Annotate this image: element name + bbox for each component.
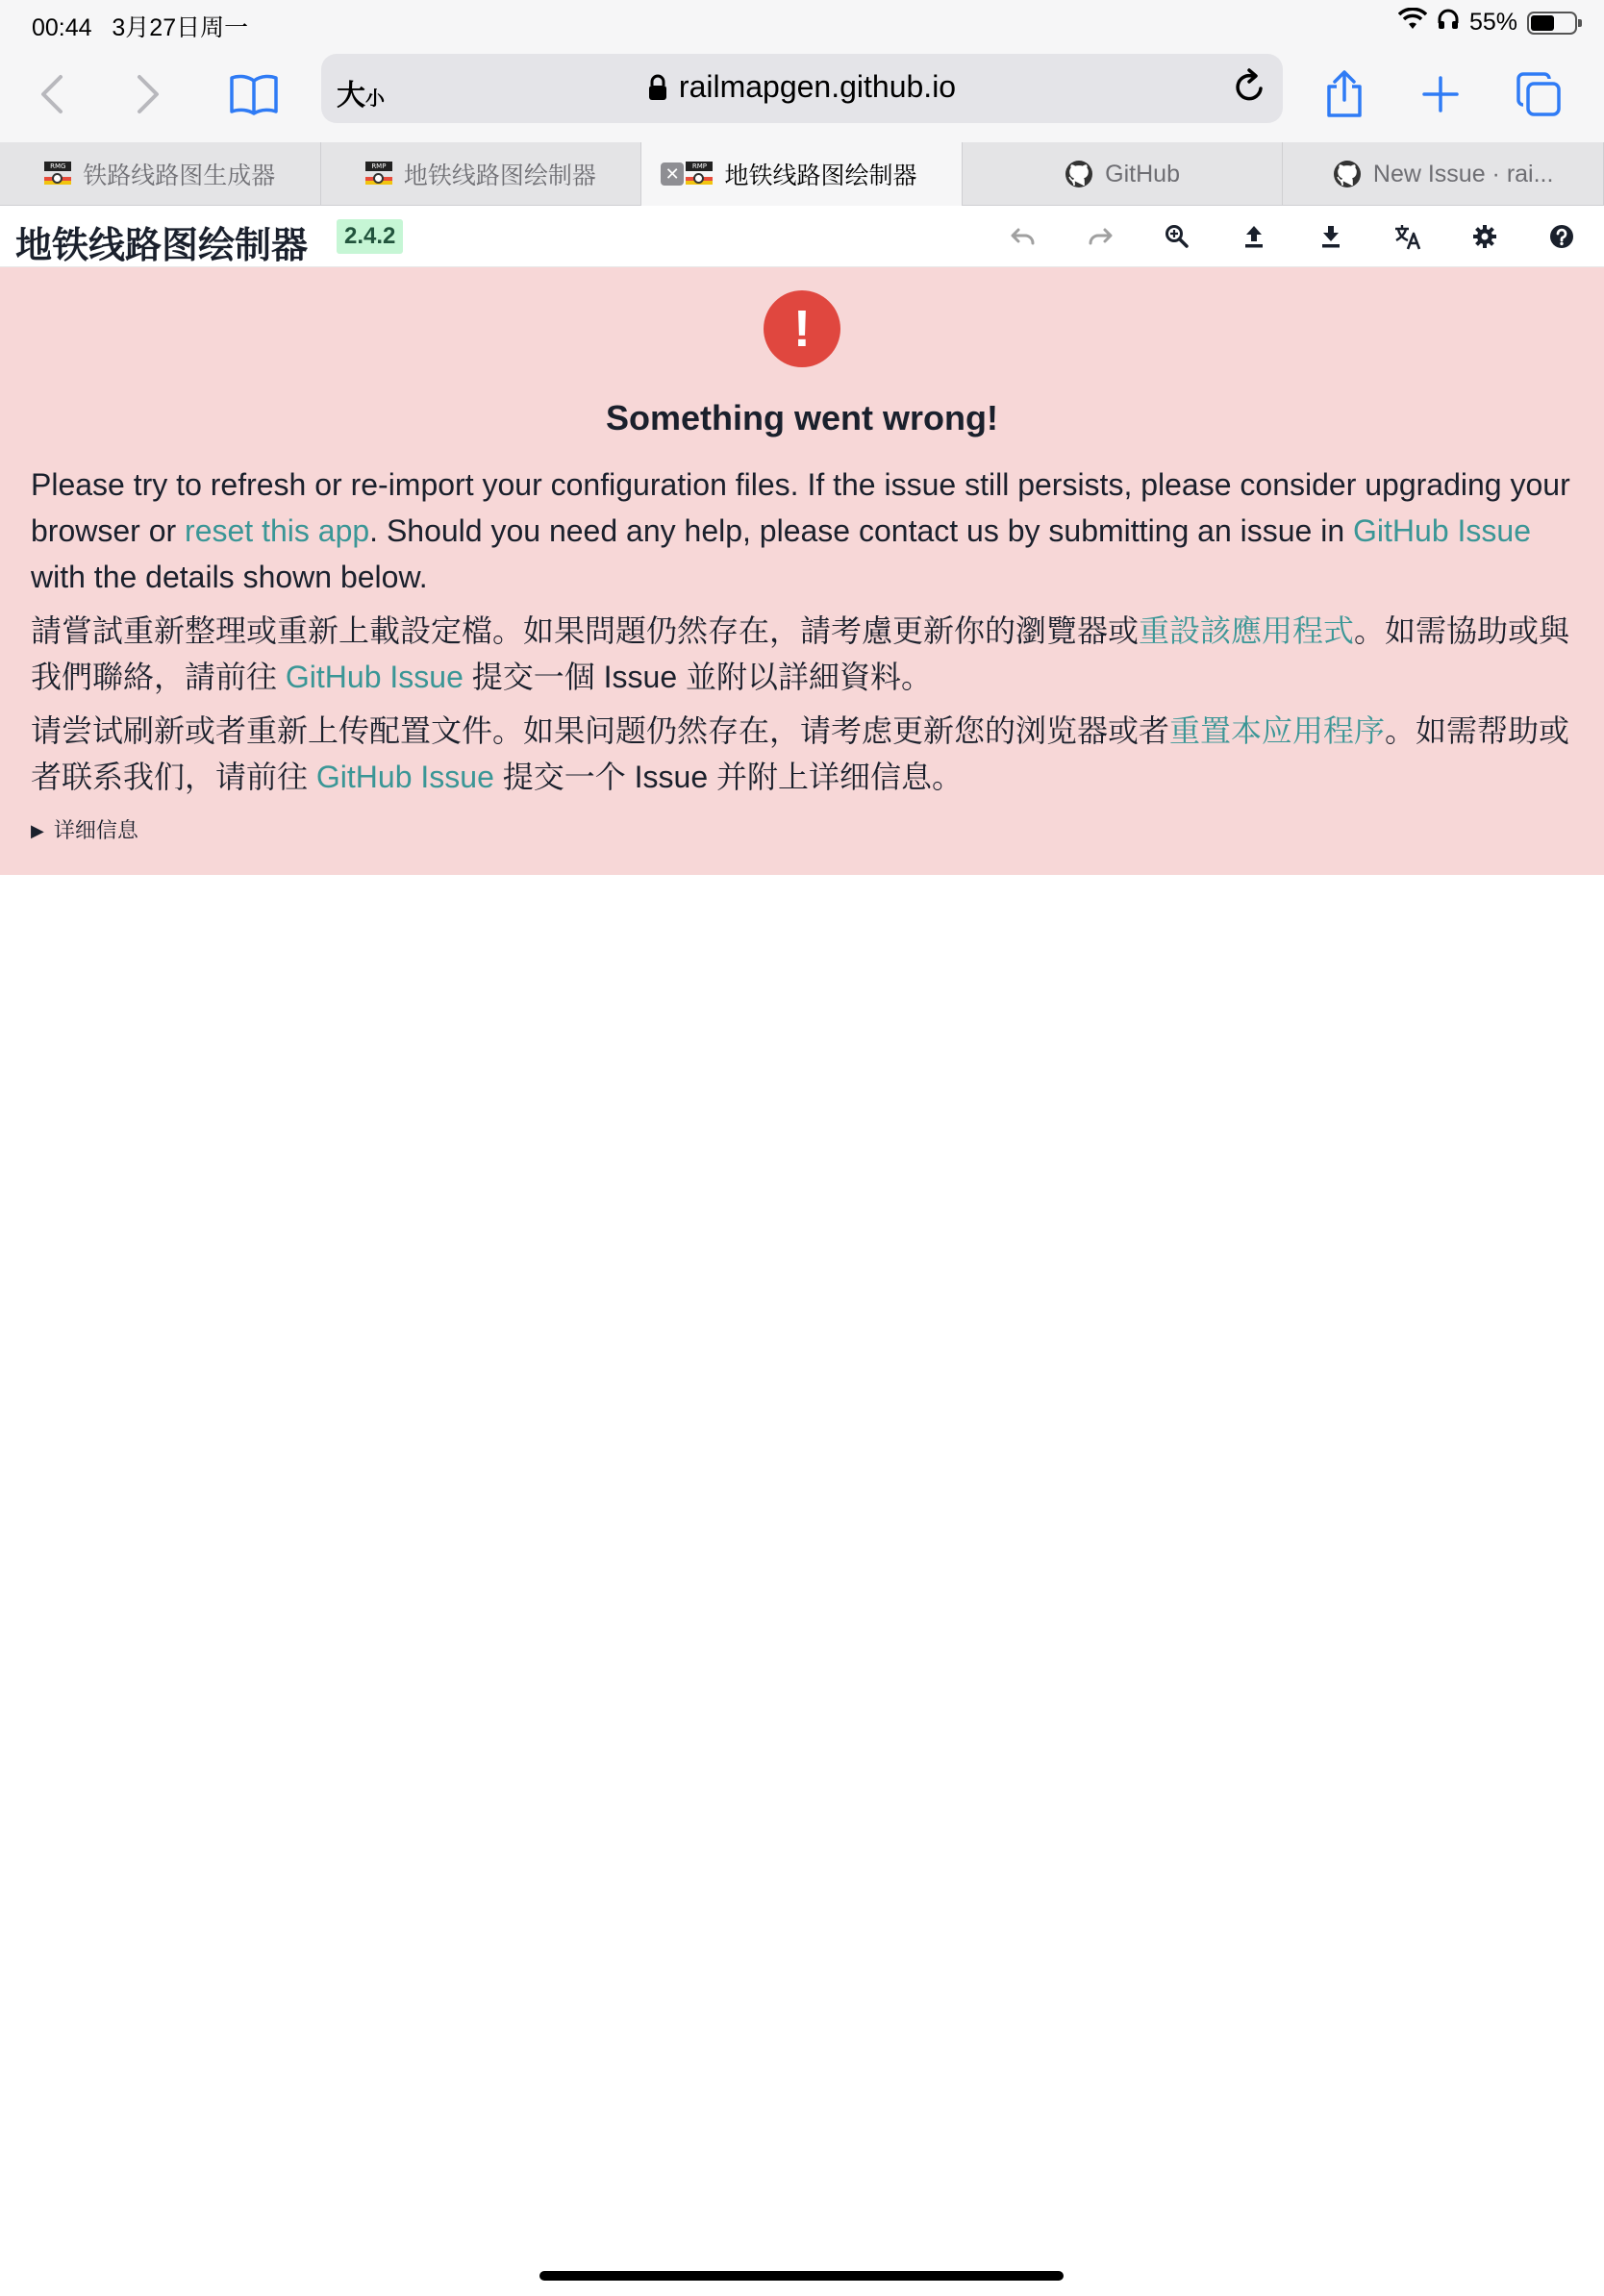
app-toolbar: [985, 212, 1600, 262]
error-message-zh-hans: 请尝试刷新或者重新上传配置文件。如果问题仍然存在，请考虑更新您的浏览器或者重置本应用程序。如需帮助或者联系我们，请前往 GitHub Issue 提交一个 Issue 并附上详细信息。: [31, 713, 1570, 794]
status-time: 00:44 3月27日周一: [32, 14, 249, 41]
wifi-icon: [1398, 8, 1427, 37]
github-icon: [1065, 160, 1093, 188]
help-button[interactable]: [1523, 212, 1600, 262]
undo-icon: [1010, 225, 1037, 248]
new-tab-button[interactable]: [1412, 65, 1469, 123]
tab-rmp[interactable]: [321, 142, 642, 206]
github-issue-link[interactable]: GitHub Issue: [315, 760, 494, 794]
book-icon: [229, 73, 279, 115]
zoom-icon: [1165, 224, 1190, 249]
help-icon: [1549, 224, 1574, 249]
redo-button[interactable]: [1062, 212, 1139, 262]
reset-app-link[interactable]: 重設該應用程式: [1139, 613, 1355, 648]
browser-toolbar: [0, 46, 1604, 142]
reset-app-link[interactable]: reset this app: [185, 513, 370, 548]
tab-rmg[interactable]: [0, 142, 321, 206]
tabs-icon: [1516, 71, 1562, 117]
redo-icon: [1087, 225, 1114, 248]
tab-label: 铁路线路图生成器: [83, 162, 276, 189]
tab-strip: [0, 142, 1604, 206]
tab-label: New Issue · rai...: [1372, 160, 1554, 187]
details-label: 详细信息: [53, 818, 138, 842]
tab-rmp-active[interactable]: [641, 142, 963, 206]
caret-right-icon: ▶: [31, 821, 44, 840]
warning-icon: !: [764, 290, 840, 367]
rmp-favicon: RMP: [365, 162, 392, 187]
undo-button[interactable]: [985, 212, 1062, 262]
app-title: 地铁线路图绘制器: [15, 226, 309, 266]
settings-button[interactable]: [1446, 212, 1523, 262]
battery-level: [1531, 15, 1554, 31]
github-icon: [1333, 160, 1362, 188]
tab-label: 地铁线路图绘制器: [403, 162, 596, 189]
text-size-button[interactable]: 大小: [337, 80, 385, 112]
download-button[interactable]: [1292, 212, 1369, 262]
download-icon: [1320, 224, 1341, 249]
url-display[interactable]: [321, 69, 1283, 105]
translate-button[interactable]: [1369, 212, 1446, 262]
tab-label: GitHub: [1105, 160, 1180, 187]
tab-overview-button[interactable]: [1510, 65, 1567, 123]
close-tab-icon[interactable]: ✕: [661, 162, 684, 186]
github-issue-link[interactable]: GitHub Issue: [285, 660, 464, 694]
headphones-icon: [1437, 8, 1460, 37]
settings-icon: [1472, 224, 1497, 249]
share-button[interactable]: [1316, 65, 1373, 123]
upload-icon: [1243, 224, 1265, 249]
bookmarks-button[interactable]: [225, 65, 283, 123]
battery-percent: 55%: [1468, 9, 1517, 36]
url-text: railmapgen.github.io: [678, 69, 957, 104]
error-title: Something went wrong!: [606, 398, 998, 437]
forward-button[interactable]: [119, 65, 177, 123]
rmp-favicon: RMP: [686, 162, 713, 187]
rmg-favicon: RMG: [44, 162, 71, 187]
error-message-en: Please try to refresh or re-import your configuration files. If the issue still persists, please consider upgrading your browser or reset this app. Should you need any help, please contact us by submitting an issue in GitHub Issue with the details shown below.: [31, 467, 1570, 594]
details-toggle[interactable]: [31, 808, 1579, 854]
reload-button[interactable]: [1231, 67, 1269, 111]
chevron-left-icon: [38, 73, 66, 115]
back-button[interactable]: [23, 65, 81, 123]
status-bar: [0, 0, 1604, 46]
upload-button[interactable]: [1216, 212, 1292, 262]
plus-icon: [1421, 75, 1460, 113]
share-icon: [1323, 69, 1366, 119]
translate-icon: [1393, 223, 1422, 250]
error-description: [31, 462, 1579, 854]
tab-label: 地铁线路图绘制器: [724, 162, 917, 189]
version-badge: 2.4.2: [337, 219, 403, 254]
error-message-zh-hant: 請嘗試重新整理或重新上載設定檔。如果問題仍然存在，請考慮更新你的瀏覽器或重設該應用程式。如需協助或與我們聯絡，請前往 GitHub Issue 提交一個 Issue 並附以詳細資料。: [31, 613, 1570, 694]
status-right: [1398, 8, 1577, 37]
battery-icon: [1527, 12, 1577, 35]
lock-icon: [648, 74, 667, 101]
tab-github[interactable]: [963, 142, 1284, 206]
chevron-right-icon: [134, 73, 163, 115]
home-indicator[interactable]: [539, 2271, 1064, 2281]
app-header: [0, 206, 1604, 267]
tab-new-issue[interactable]: [1283, 142, 1604, 206]
github-issue-link[interactable]: GitHub Issue: [1353, 513, 1531, 548]
zoom-button[interactable]: [1139, 212, 1216, 262]
address-bar[interactable]: [321, 54, 1283, 123]
reload-icon: [1231, 67, 1269, 106]
error-alert: [0, 267, 1604, 875]
reset-app-link[interactable]: 重置本应用程序: [1169, 713, 1386, 748]
